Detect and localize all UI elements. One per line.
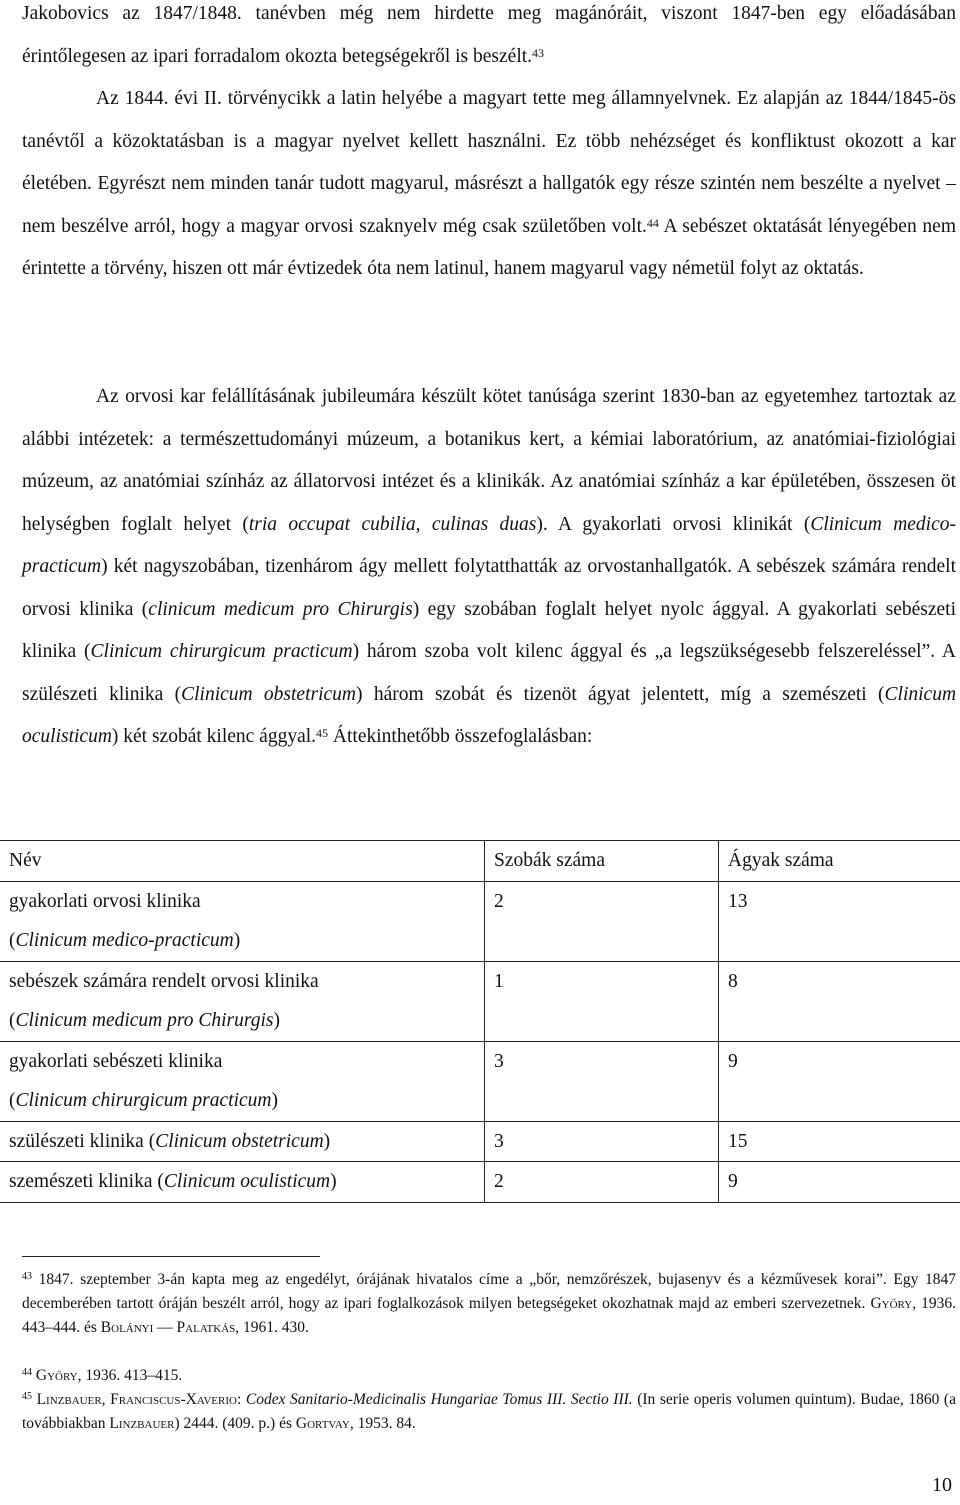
beds-cell: 8 — [719, 961, 960, 1041]
clinic-name-end: ) — [330, 1171, 337, 1192]
beds-cell: 15 — [719, 1121, 960, 1162]
footnote-text: , 1936. 443–444. és — [22, 1295, 956, 1336]
paragraph-text: ) egy szobában foglalt helyet nyolc ággyal. A gyakorlati sebészeti klinika ( — [22, 598, 957, 662]
clinic-latin-name: Clinicum obstetricum — [155, 1130, 324, 1152]
paragraph-text: Jakobovics az 1847/1848. tanévben még nem hirdette meg magánóráit, viszont 1847-ben egy előadásában érintőlegesen az ipari forradalom okozta betegségekről is beszélt. — [22, 3, 956, 67]
clinic-name: sebészek számára rendelt orvosi klinika — [9, 970, 319, 992]
latin-phrase: Clinicum oculisticum — [22, 683, 957, 747]
footnote-text: ) 2444. (409. p.) és — [174, 1415, 296, 1432]
clinic-latin-name: Clinicum medicum pro Chirurgis — [15, 1010, 274, 1031]
clinic-name-cell: sebészek számára rendelt orvosi klinika (Clinicum medicum pro Chirurgis) — [0, 961, 485, 1041]
header-name: Név — [0, 841, 485, 882]
author-name: Győry — [32, 1367, 78, 1384]
page-number: 10 — [932, 1474, 952, 1496]
clinic-name-cell: gyakorlati sebészeti klinika (Clinicum chirurgicum practicum) — [0, 1041, 485, 1121]
paragraph-text: ). A gyakorlati orvosi klinikát ( — [536, 513, 811, 535]
table-row — [0, 1162, 960, 1203]
footnote-text: 1847. szeptember 3-án kapta meg az engedélyt, órájának hivatalos címe a „bőr, nemzőrészek, bujasenyv és a kézművesek korai”. Egy 1847 decemberében tartott óráján beszélt arról, hogy az ipari foglalkozások milyen betegségeket okozhatnak majd az emberi szervezetnek. — [22, 1271, 956, 1312]
clinic-name: gyakorlati orvosi klinika — [9, 890, 201, 912]
book-title: Codex Sanitario-Medicinalis Hungariae Tomus III. Sectio III. — [245, 1391, 633, 1408]
latin-phrase: Clinicum medico-practicum — [22, 513, 957, 577]
paragraph-text: A sebészet oktatását lényegében nem érintette a törvény, hiszen ott már évtizedek óta nem latinul, hanem magyarul vagy németül folyt az oktatás. — [22, 215, 956, 279]
author-name: Bolányi — [100, 1319, 154, 1336]
rooms-cell: 2 — [485, 1162, 719, 1203]
clinic-latin-name: Clinicum medico-practicum — [15, 930, 234, 951]
header-beds: Ágyak száma — [719, 841, 960, 882]
footnote-43 — [22, 1268, 956, 1340]
beds-cell: 13 — [719, 881, 960, 961]
author-name: Linzbauer — [109, 1415, 175, 1432]
rooms-cell: 3 — [485, 1121, 719, 1162]
paragraph-1 — [22, 0, 956, 78]
footnote-ref-43[interactable]: 43 — [532, 45, 545, 60]
author-name: Győry — [870, 1295, 913, 1312]
clinics-table — [0, 840, 960, 1203]
footnote-text: (In serie operis volumen quintum). Budae, 1860 (a továbbiakban — [22, 1391, 956, 1432]
footnote-separator — [22, 1256, 320, 1257]
footnote-number: 44 — [22, 1367, 32, 1378]
latin-phrase: tria occupat cubilia, culinas duas — [248, 513, 537, 535]
latin-phrase: clinicum medicum pro Chirurgis — [148, 598, 413, 620]
clinic-name-cell: gyakorlati orvosi klinika (Clinicum medico-practicum) — [0, 881, 485, 961]
rooms-cell: 2 — [485, 881, 719, 961]
footnote-45 — [22, 1388, 956, 1436]
clinic-name-cell — [0, 1121, 485, 1162]
author-name: Linzbauer, Franciscus-Xaverio — [32, 1391, 237, 1408]
beds-cell: 9 — [719, 1162, 960, 1203]
paragraph-text: Az 1844. évi II. törvénycikk a latin helyébe a magyart tette meg államnyelvnek. Ez alapján az 1844/1845-ös tanévtől a közoktatásban is a magyar nyelvet kellett használni. Ez több nehézséget és konfliktust okozott a kar életében. Egyrészt nem minden tanár tudott magyarul, másrészt a hallgatók egy része szintén nem beszélte a nyelvet – nem beszélve arról, hogy a magyar orvosi szaknyelv még csak születőben volt. — [22, 88, 956, 237]
footnote-ref-44[interactable]: 44 — [646, 215, 659, 230]
rooms-cell: 1 — [485, 961, 719, 1041]
beds-cell: 9 — [719, 1041, 960, 1121]
footnote-number: 45 — [22, 1391, 32, 1402]
rooms-cell: 3 — [485, 1041, 719, 1121]
table-row — [0, 961, 960, 1041]
paragraph-text: ) két szobát kilenc ággyal. — [111, 726, 317, 747]
author-name: Gortvay — [295, 1415, 350, 1432]
footnote-text: : — [236, 1391, 246, 1408]
footnote-44 — [22, 1364, 956, 1388]
latin-phrase: Clinicum obstetricum — [181, 683, 357, 705]
clinic-name: szülészeti klinika ( — [9, 1130, 156, 1152]
header-rooms: Szobák száma — [485, 841, 719, 882]
clinic-name-end: ) — [323, 1130, 331, 1152]
paragraph-text: Áttekinthetőbb összefoglalásban: — [328, 726, 593, 747]
footnote-text: , 1936. 413–415. — [77, 1367, 183, 1384]
clinic-name: szemészeti klinika ( — [9, 1171, 164, 1192]
clinic-latin-name: Clinicum oculisticum — [163, 1171, 331, 1192]
footnote-number: 43 — [22, 1271, 32, 1282]
table-header-row — [0, 841, 960, 882]
author-name: Palatkás — [176, 1319, 236, 1336]
paragraph-text: Az orvosi kar felállításának jubileumára készült kötet tanúsága szerint 1830-ban az egyetemhez tartoztak az alábbi intézetek: a természettudományi múzeum, a botanikus kert, a kémiai laboratórium, az anatómiai-fiziológiai múzeum, az anatómiai színház az állatorvosi intézet és a klinikák. Az anatómiai színház a kar épületében, összesen öt helységben foglalt helyet ( — [22, 386, 956, 535]
paragraph-3 — [22, 376, 956, 759]
footnote-text: — — [153, 1319, 177, 1336]
table-row — [0, 881, 960, 961]
clinic-latin-name: Clinicum chirurgicum practicum — [15, 1090, 272, 1111]
paragraph-text: ) három szobát és tizenöt ágyat jelentett, míg a szemészeti ( — [356, 683, 885, 705]
paragraph-text: ) két nagyszobában, tizenhárom ágy mellett folytatthatták az orvostanhallgatók. A sebészek számára rendelt orvosi klinika ( — [22, 556, 956, 620]
latin-phrase: Clinicum chirurgicum practicum — [90, 641, 353, 662]
clinic-name-cell — [0, 1162, 485, 1203]
clinic-name: gyakorlati sebészeti klinika — [9, 1050, 223, 1072]
footnote-ref-45[interactable]: 45 — [316, 726, 329, 740]
table-row — [0, 1121, 960, 1162]
table-row — [0, 1041, 960, 1121]
paragraph-2 — [22, 78, 956, 291]
paragraph-text: ) három szoba volt kilenc ággyal és „a legszükségesebb felszereléssel”. A szülészeti klinika ( — [22, 641, 957, 705]
footnote-text: , 1961. 430. — [235, 1319, 309, 1336]
footnote-text: , 1953. 84. — [349, 1415, 416, 1432]
